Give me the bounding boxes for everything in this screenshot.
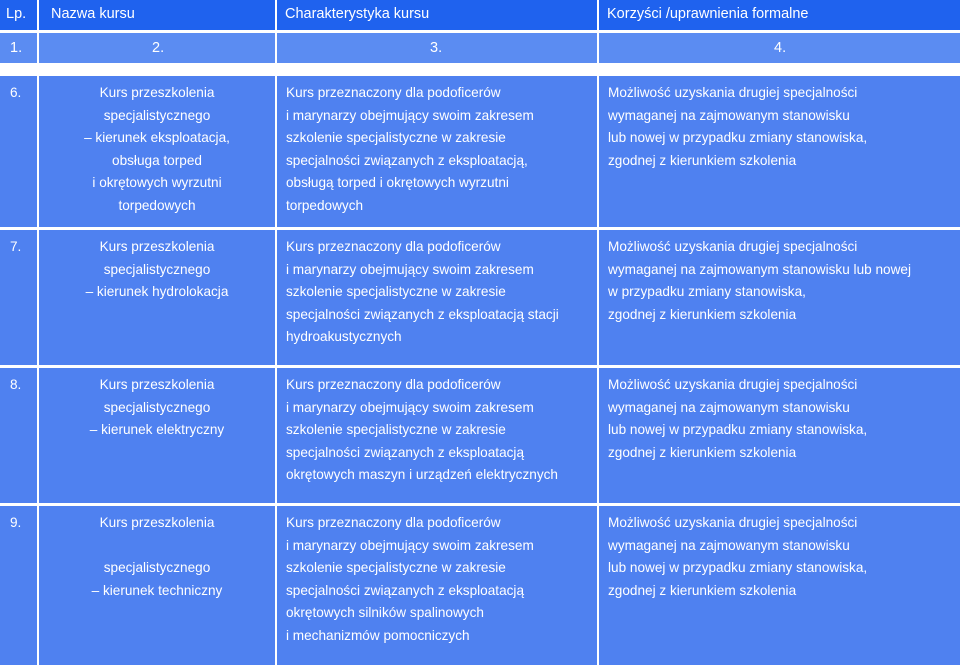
row-characteristics-cell (277, 368, 597, 503)
benefits-line: lub nowej w przypadku zmiany stanowiska, (608, 422, 868, 438)
row-course-name-cell (39, 76, 275, 227)
characteristics-line: i mechanizmów pomocniczych (286, 628, 470, 643)
characteristics-line: Kurs przeznaczony dla podoficerów (286, 85, 501, 100)
header-lp-label: Lp. (6, 6, 27, 22)
row-course-name-cell (39, 368, 275, 503)
characteristics-line: i marynarzy obejmujący swoim zakresem (286, 399, 534, 415)
row-course-name-cell (39, 506, 275, 665)
characteristics-line: okrętowych silników spalinowych (286, 605, 484, 621)
header-benefits-label: Korzyści /uprawnienia formalne (607, 6, 809, 22)
characteristics-line: i marynarzy obejmujący swoim zakresem (286, 261, 534, 277)
course-name-line: specjalistycznego (103, 107, 211, 123)
characteristics-line: specjalności związanych z eksploatacją stacji (286, 306, 559, 322)
characteristics-line: specjalności związanych z eksploatacją, (286, 152, 528, 168)
characteristics-line: szkolenie specjalistyczne w zakresie (286, 422, 506, 438)
header-characteristics (277, 0, 597, 30)
col-number-2 (39, 33, 275, 63)
col-number-3 (277, 33, 597, 63)
benefits-line: w przypadku zmiany stanowiska, (608, 284, 806, 300)
row-course-name-cell (39, 230, 275, 365)
col-number-label: 4. (774, 40, 787, 56)
characteristics-line: szkolenie specjalistyczne w zakresie (286, 284, 506, 300)
course-name-line: – kierunek eksploatacja, (84, 130, 230, 146)
characteristics-line: Kurs przeznaczony dla podoficerów (286, 377, 501, 392)
header-benefits (599, 0, 960, 30)
header-characteristics-label: Charakterystyka kursu (285, 6, 430, 22)
header-course-name (39, 0, 275, 30)
row-lp-cell (0, 76, 37, 227)
row-benefits-cell (599, 230, 960, 365)
row-characteristics-cell (277, 230, 597, 365)
characteristics-line: szkolenie specjalistyczne w zakresie (286, 130, 506, 146)
col-number-label: 3. (430, 40, 443, 56)
benefits-line: Możliwość uzyskania drugiej specjalności (608, 85, 858, 100)
benefits-line: Możliwość uzyskania drugiej specjalności (608, 515, 858, 530)
course-name-line: – kierunek techniczny (91, 582, 223, 598)
course-name-line: specjalistycznego (103, 560, 211, 576)
benefits-line: wymaganej na zajmowanym stanowisku (608, 399, 850, 415)
characteristics-line: i marynarzy obejmujący swoim zakresem (286, 107, 534, 123)
benefits-line: wymaganej na zajmowanym stanowisku lub nowej (608, 261, 911, 277)
row-lp-cell (0, 230, 37, 365)
course-name-line: i okrętowych wyrzutni (92, 175, 222, 191)
row-benefits-cell (599, 368, 960, 503)
row-benefits-cell (599, 506, 960, 665)
row-lp-cell (0, 368, 37, 503)
course-name-line: – kierunek elektryczny (89, 422, 225, 438)
col-number-1 (0, 33, 37, 63)
benefits-line: lub nowej w przypadku zmiany stanowiska, (608, 130, 868, 146)
characteristics-line: specjalności związanych z eksploatacją (286, 582, 525, 598)
course-name-line: Kurs przeszkolenia (99, 239, 215, 254)
course-name-line: specjalistycznego (103, 399, 211, 415)
course-name-line: torpedowych (118, 198, 196, 213)
course-name-line: Kurs przeszkolenia (99, 515, 215, 530)
benefits-line: wymaganej na zajmowanym stanowisku (608, 537, 850, 553)
benefits-line: zgodnej z kierunkiem szkolenia (608, 582, 797, 598)
characteristics-line: okrętowych maszyn i urządzeń elektrycznych (286, 467, 558, 483)
course-name-line: Kurs przeszkolenia (99, 85, 215, 100)
benefits-line: zgodnej z kierunkiem szkolenia (608, 306, 797, 322)
row-lp: 8. (10, 377, 22, 392)
col-number-4 (599, 33, 960, 63)
benefits-line: lub nowej w przypadku zmiany stanowiska, (608, 560, 868, 576)
header-course-name-label: Nazwa kursu (51, 6, 135, 22)
benefits-line: Możliwość uzyskania drugiej specjalności (608, 377, 858, 392)
characteristics-line: i marynarzy obejmujący swoim zakresem (286, 537, 534, 553)
row-characteristics-cell (277, 76, 597, 227)
row-lp-cell (0, 506, 37, 665)
characteristics-line: specjalności związanych z eksploatacją (286, 444, 525, 460)
characteristics-line: hydroakustycznych (286, 329, 402, 345)
row-characteristics-cell (277, 506, 597, 665)
row-lp: 9. (10, 515, 22, 530)
benefits-line: zgodnej z kierunkiem szkolenia (608, 444, 797, 460)
row-lp: 7. (10, 239, 22, 254)
course-name-line: Kurs przeszkolenia (99, 377, 215, 392)
course-name-line: specjalistycznego (103, 261, 211, 277)
row-lp: 6. (10, 85, 22, 100)
characteristics-line: Kurs przeznaczony dla podoficerów (286, 515, 501, 530)
row-benefits-cell (599, 76, 960, 227)
benefits-line: wymaganej na zajmowanym stanowisku (608, 107, 850, 123)
course-name-line: obsługa torped (112, 152, 202, 168)
col-number-label: 2. (152, 40, 165, 56)
benefits-line: zgodnej z kierunkiem szkolenia (608, 152, 797, 168)
characteristics-line: torpedowych (286, 198, 364, 213)
col-number-label: 1. (10, 40, 23, 56)
characteristics-line: Kurs przeznaczony dla podoficerów (286, 239, 501, 254)
characteristics-line: szkolenie specjalistyczne w zakresie (286, 560, 506, 576)
characteristics-line: obsługą torped i okrętowych wyrzutni (286, 175, 509, 191)
course-name-line: – kierunek hydrolokacja (85, 284, 229, 300)
header-lp (0, 0, 37, 30)
benefits-line: Możliwość uzyskania drugiej specjalności (608, 239, 858, 254)
